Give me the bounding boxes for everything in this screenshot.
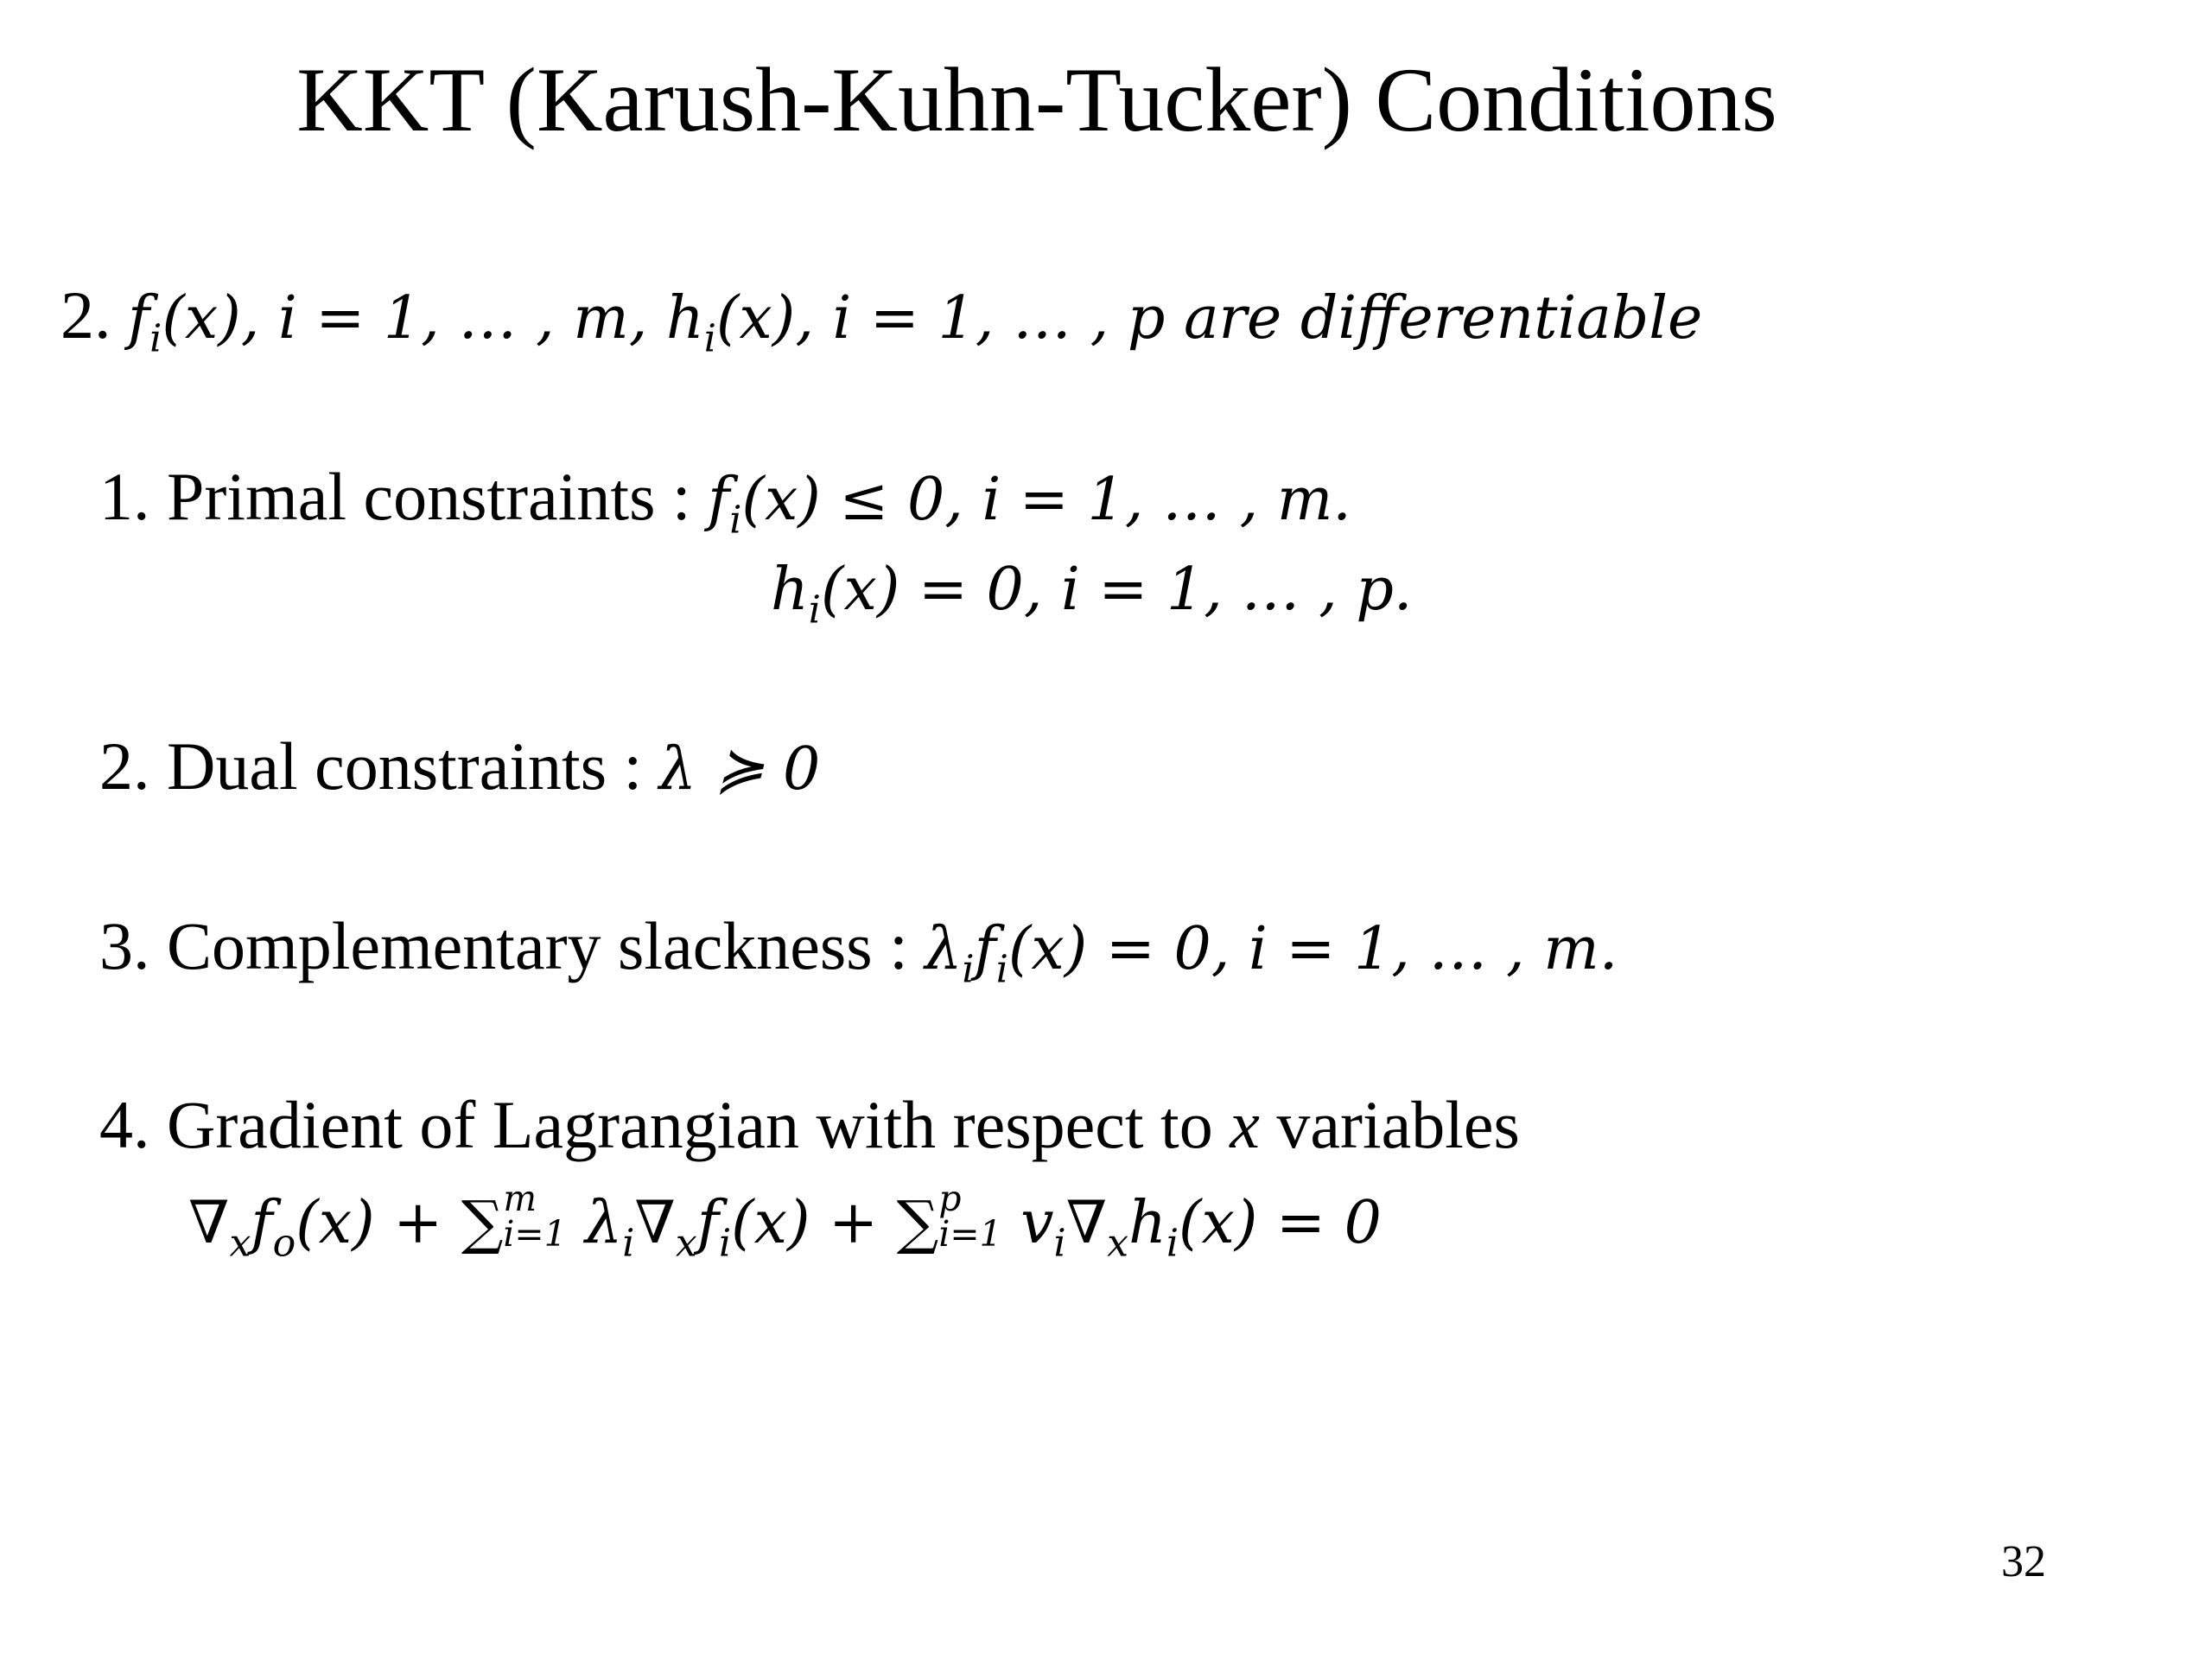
nabla-symbol: ∇: [634, 1189, 676, 1257]
gradient-expr: [188, 1178, 1382, 1266]
nabla-symbol: ∇: [188, 1189, 230, 1257]
assumption-rest: (x), i = 1, … , p are differentiable: [715, 284, 1703, 353]
primal-eq2-rest: (x) = 0, i = 1, … , p.: [820, 556, 1413, 624]
subscript-i: i: [1166, 1221, 1179, 1266]
slide-title: KKT (Karush-Kuhn-Tucker) Conditions: [296, 49, 1777, 150]
slackness-line: [99, 906, 1618, 992]
subscript-x: x: [675, 1221, 697, 1266]
page-number: 32: [2001, 1537, 2046, 1586]
assumption-math: [128, 284, 1703, 361]
v-symbol: v: [1020, 1189, 1054, 1257]
gradient-label-line: [99, 1084, 1520, 1166]
f-symbol: f: [128, 284, 150, 353]
sum-lower: i=1: [503, 1213, 567, 1255]
lambda-symbol: λ: [585, 1189, 623, 1257]
sum-limits: [503, 1178, 567, 1255]
gradient-part: (x) +: [731, 1189, 897, 1257]
lambda-symbol: λ: [925, 915, 963, 983]
sum-symbol: ∑: [896, 1189, 939, 1257]
sum-symbol: ∑: [461, 1189, 504, 1257]
h-symbol: h: [1128, 1189, 1166, 1257]
gradient-label-post: variables: [1259, 1087, 1520, 1162]
sum-upper: p: [938, 1178, 962, 1220]
f-symbol: f: [974, 915, 996, 983]
primal-eq1-rest: (x) ≤ 0, i = 1, … , m.: [741, 466, 1351, 534]
assumption-line: [60, 275, 1703, 361]
subscript-i: i: [808, 588, 821, 632]
sum-upper: m: [503, 1178, 537, 1220]
assumption-number: 2.: [60, 277, 111, 353]
h-symbol: h: [665, 284, 704, 353]
primal-constraints-line-2: [771, 546, 1413, 632]
f-symbol: f: [708, 466, 730, 534]
gradient-part: (x) = 0: [1179, 1189, 1382, 1257]
sum-limits: [938, 1178, 1002, 1255]
subscript-i: i: [719, 1221, 732, 1266]
primal-eq2: [771, 556, 1413, 632]
nabla-symbol: ∇: [1065, 1189, 1108, 1257]
primal-constraints-line: [99, 456, 1351, 543]
gradient-label-var: x: [1230, 1087, 1260, 1162]
subscript-x: x: [1107, 1221, 1129, 1266]
dual-constraints-line: [99, 726, 820, 807]
h-symbol: h: [771, 556, 809, 624]
slackness-label: 3. Complementary slackness :: [99, 908, 908, 983]
assumption-part: (x), i = 1, … , m,: [162, 284, 648, 353]
sum-lower: i=1: [938, 1213, 1002, 1255]
primal-eq1: [708, 466, 1351, 543]
gradient-equation: [188, 1178, 1382, 1266]
subscript-i: i: [149, 316, 162, 361]
subscript-i: i: [962, 947, 975, 992]
gradient-label: 4. Gradient of Lagrangian with respect to: [99, 1087, 1230, 1162]
gradient-part: (x) +: [296, 1189, 461, 1257]
primal-label: 1. Primal constraints :: [99, 459, 691, 534]
subscript-i: i: [622, 1221, 635, 1266]
subscript-i: i: [1053, 1221, 1066, 1266]
subscript-i: i: [729, 498, 742, 543]
slackness-expr: [925, 915, 1618, 992]
f-symbol: f: [251, 1189, 273, 1257]
slackness-rest: (x) = 0, i = 1, … , m.: [1007, 915, 1618, 983]
subscript-i: i: [995, 947, 1008, 992]
dual-label: 2. Dual constraints :: [99, 728, 643, 804]
f-symbol: f: [696, 1189, 719, 1257]
subscript-x: x: [229, 1221, 251, 1266]
dual-expr: λ ≽ 0: [658, 735, 821, 804]
subscript-o: o: [272, 1221, 296, 1266]
subscript-i: i: [703, 316, 716, 361]
